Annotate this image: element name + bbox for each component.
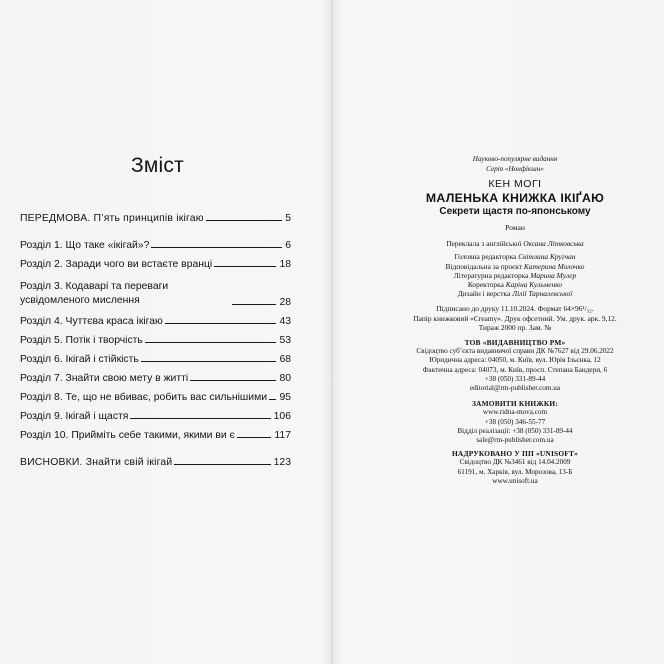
printer-line: 61191, м. Харків, вул. Морозова, 13-Б (457, 467, 573, 476)
credit-name: Марина Мулер (530, 270, 577, 280)
credit-line (400, 271, 630, 280)
order-email: sale@rm-publisher.com.ua (476, 436, 554, 445)
toc-item-label: Розділ 6. Ікігай і стійкість (20, 354, 139, 365)
credit-name: Світлана Кругчан (518, 252, 576, 262)
credit-role: Дизайн і верстка (457, 289, 511, 299)
toc-item-label: ПЕРЕДМОВА. П’ять принципів ікігаю (20, 213, 204, 224)
toc-item-page: 123 (273, 457, 291, 468)
toc-item-label: Розділ 3. Кодаварі та переваги усвідомленого мислення (20, 281, 169, 306)
credit-role: Літературна редакторка (453, 270, 529, 280)
table-of-contents (20, 205, 291, 468)
toc-leader (174, 464, 270, 465)
author-name: КЕН МОГІ (488, 178, 542, 190)
toc-item (20, 346, 291, 365)
translator-label: Переклала з англійської (446, 239, 522, 249)
toc-item-label: Розділ 9. Ікігай і щастя (20, 411, 129, 422)
toc-gap (20, 224, 291, 232)
edition-type: Науково-популярне видання (472, 155, 558, 163)
toc-leader (165, 323, 277, 324)
credit-line (400, 280, 630, 289)
toc-item (20, 308, 291, 327)
toc-item-label: Розділ 4. Чуттєва краса ікігаю (20, 316, 163, 327)
publisher-phone: +38 (050) 331-89-44 (484, 374, 546, 383)
toc-leader (145, 342, 277, 343)
toc-item (20, 422, 291, 441)
publisher-line: Свідоцтво суб’єкта видавничої справи ДК №7627 від 29.06.2022 (416, 347, 614, 356)
credit-role: Коректорка (467, 280, 504, 290)
credit-line (400, 252, 630, 261)
toc-leader (237, 437, 272, 438)
toc-leader (232, 304, 276, 305)
toc-leader (141, 361, 277, 362)
toc-item-page: 6 (285, 240, 291, 251)
toc-item-label: Розділ 7. Знайти свою мету в житті (20, 373, 189, 384)
book-gutter (331, 0, 333, 664)
toc-item-label: Розділ 2. Заради чого ви встаєте вранці (20, 259, 213, 270)
order-info (400, 408, 630, 445)
toc-item-label: Розділ 8. Те, що не вбиває, робить вас сильнішими (20, 392, 268, 403)
credit-name: Катерина Молочко (523, 261, 585, 271)
toc-item-page: 28 (279, 297, 291, 308)
toc-item (20, 270, 291, 308)
credit-line (400, 289, 630, 298)
toc-title: Зміст (131, 154, 184, 177)
series-name: Серія «Нонфікшн» (486, 164, 544, 173)
credit-name: Лілії Тарналевської (512, 289, 573, 299)
toc-leader (214, 266, 276, 267)
toc-item (20, 365, 291, 384)
printer-website: www.unisoft.ua (492, 476, 538, 485)
toc-leader (190, 380, 276, 381)
order-phone: +38 (050) 346-55-77 (484, 417, 546, 426)
toc-item (20, 232, 291, 251)
toc-item-page: 43 (279, 316, 291, 327)
toc-gap (20, 441, 291, 449)
toc-item-label: Розділ 1. Що таке «ікігай»? (20, 240, 150, 251)
toc-item-page: 106 (273, 411, 291, 422)
toc-item-label: Розділ 10. Прийміть себе такими, якими ви є (20, 430, 235, 441)
toc-item-label: ВИСНОВКИ. Знайти свій ікігай (20, 457, 173, 468)
toc-item (20, 449, 291, 468)
toc-leader (269, 399, 276, 400)
credit-line (400, 262, 630, 271)
toc-item-page: 80 (279, 373, 291, 384)
toc-item-page: 5 (285, 213, 291, 224)
publisher-line: Фактична адреса: 04073, м. Київ, просп. Степана Бандери, 6 (422, 365, 608, 374)
printer-line: Свідоцтво ДК №3461 від 14.04.2009 (459, 458, 571, 467)
book-subtitle: Секрети щастя по-японському (439, 206, 591, 217)
toc-item (20, 384, 291, 403)
genre-label: Роман (505, 223, 525, 232)
toc-item-page: 18 (279, 259, 291, 270)
book-title: МАЛЕНЬКА КНИЖКА ІКІҐАЮ (425, 191, 605, 205)
order-website: www.ridna-mova.com (482, 408, 548, 417)
print-info-line: Підписано до друку 11.10.2024. Формат 64×96¹/₃₂. (436, 304, 594, 314)
toc-item (20, 403, 291, 422)
print-info-line: Тираж 2000 пр. Зам. № (478, 322, 552, 332)
publisher-name: ТОВ «ВИДАВНИЦТВО РМ» (464, 338, 566, 348)
translator-name: Оксана Літковська (523, 239, 584, 249)
publisher-email: editorial@rm-publisher.com.ua (469, 384, 561, 393)
toc-leader (151, 247, 282, 248)
toc-item (20, 205, 291, 224)
toc-leader (206, 220, 282, 221)
publisher-info (400, 347, 630, 393)
toc-leader (130, 418, 270, 419)
toc-item-page: 68 (279, 354, 291, 365)
toc-item-page: 117 (274, 430, 291, 441)
credit-role: Відповідальна за проєкт (445, 261, 522, 271)
credit-role: Головна редакторка (454, 252, 517, 262)
toc-item-page: 95 (279, 392, 291, 403)
print-info-line: Папір книжковий «Creamy». Друк офсетний. Ум. друк. арк. 9,12. (413, 313, 617, 323)
toc-item-page: 53 (279, 335, 291, 346)
credit-name: Каріна Кульменко (505, 280, 563, 290)
toc-item-label: Розділ 5. Потік і творчість (20, 335, 143, 346)
translator-line (400, 239, 630, 248)
printer-heading: НАДРУКОВАНО У ПП «UNISOFT» (451, 449, 579, 459)
publisher-line: Юридична адреса: 04050, м. Київ, вул. Юрія Ільєнка, 12 (429, 356, 601, 365)
toc-item (20, 327, 291, 346)
toc-item (20, 251, 291, 270)
printer-info (400, 458, 630, 486)
order-heading: ЗАМОВИТИ КНИЖКИ: (471, 399, 559, 409)
imprint-block (400, 155, 630, 486)
order-sales-phone: Відділ реалізації: +38 (050) 331-89-44 (457, 426, 573, 435)
